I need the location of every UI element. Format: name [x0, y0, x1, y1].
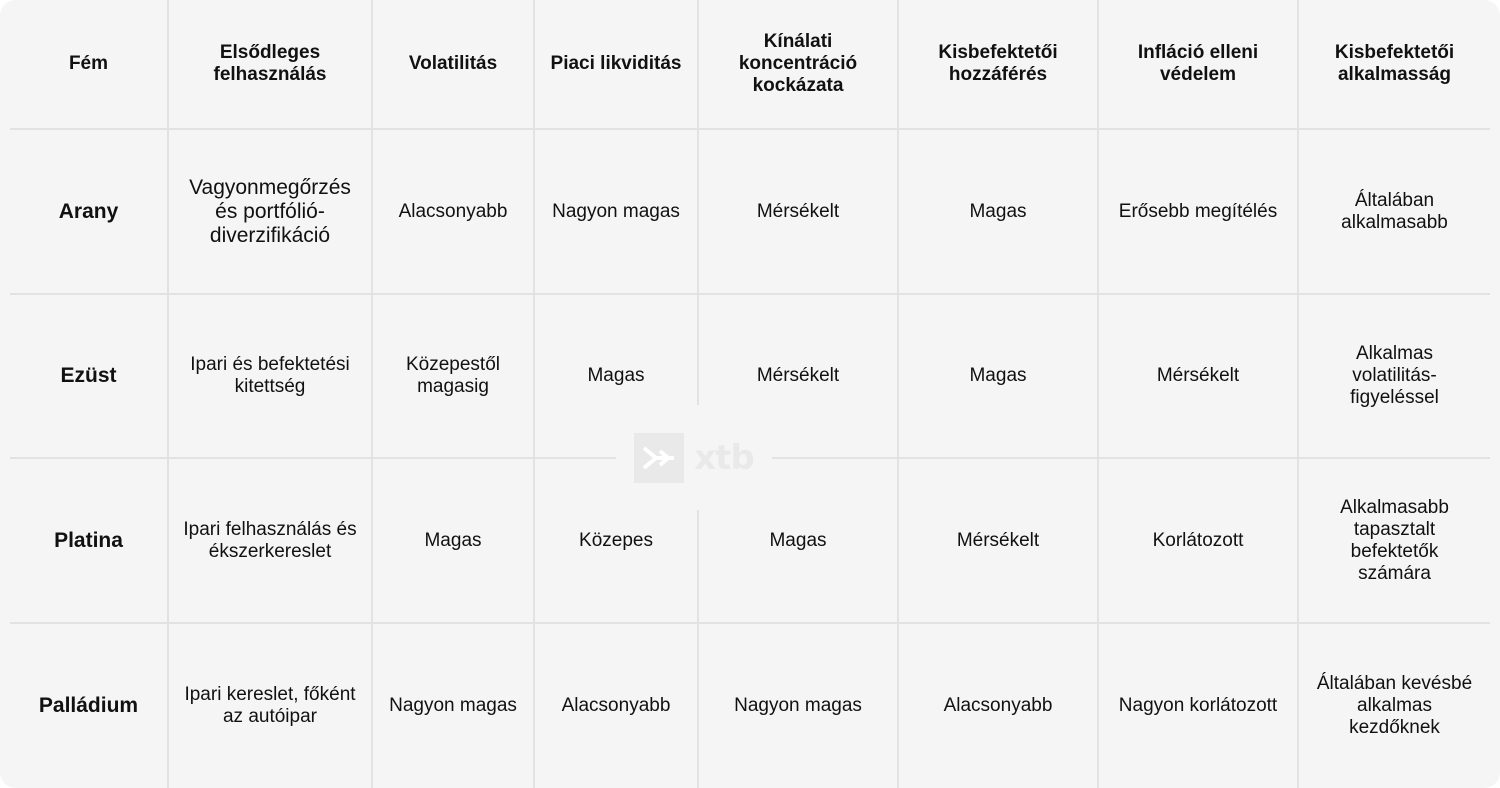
retail-suitability-cell: Alkalmas volatilitás-figyeléssel — [1298, 294, 1490, 458]
retail-access-cell: Magas — [898, 129, 1098, 294]
header-metal: Fém — [10, 0, 168, 129]
retail-access-cell: Mérsékelt — [898, 458, 1098, 623]
inflation-protection-cell: Nagyon korlátozott — [1098, 623, 1298, 788]
supply-risk-cell: Magas — [698, 458, 898, 623]
liquidity-cell: Közepes — [534, 458, 698, 623]
volatility-cell: Alacsonyabb — [372, 129, 534, 294]
header-inflation-protection: Infláció elleni védelem — [1098, 0, 1298, 129]
supply-risk-cell: Nagyon magas — [698, 623, 898, 788]
supply-risk-cell: Mérsékelt — [698, 294, 898, 458]
supply-risk-cell: Mérsékelt — [698, 129, 898, 294]
liquidity-cell: Nagyon magas — [534, 129, 698, 294]
primary-use-cell: Ipari és befektetési kitettség — [168, 294, 372, 458]
metal-name-cell: Palládium — [38, 694, 139, 717]
metal-name-cell: Platina — [10, 458, 168, 623]
xtb-logo-icon — [634, 433, 684, 483]
volatility-cell: Közepestől magasig — [372, 294, 534, 458]
inflation-protection-cell: Mérsékelt — [1098, 294, 1298, 458]
header-volatility: Volatilitás — [372, 0, 534, 129]
liquidity-cell: Magas — [534, 294, 698, 458]
xtb-watermark — [616, 405, 772, 510]
retail-suitability-cell: Általában alkalmasabb — [1298, 129, 1490, 294]
precious-metals-comparison-table — [10, 0, 1490, 788]
header-row — [10, 0, 1490, 129]
retail-suitability-cell: Általában kevésbé alkalmas kezdőknek — [1298, 623, 1490, 788]
volatility-cell: Nagyon magas — [372, 623, 534, 788]
table-row — [10, 129, 1490, 294]
inflation-protection-cell: Korlátozott — [1098, 458, 1298, 623]
metal-name-cell: Ezüst — [10, 294, 168, 458]
primary-use-cell: Vagyonmegőrzés és portfólió-diverzifikáció — [168, 129, 372, 294]
header-primary-use: Elsődleges felhasználás — [168, 0, 372, 129]
header-retail-access: Kisbefektetői hozzáférés — [898, 0, 1098, 129]
header-retail-suitability: Kisbefektetői alkalmasság — [1298, 0, 1490, 129]
liquidity-cell: Alacsonyabb — [534, 623, 698, 788]
primary-use-cell: Ipari felhasználás és ékszerkereslet — [168, 458, 372, 623]
primary-use-cell: Ipari kereslet, főként az autóipar — [168, 623, 372, 788]
inflation-protection-cell: Erősebb megítélés — [1098, 129, 1298, 294]
volatility-cell: Magas — [372, 458, 534, 623]
retail-access-cell: Magas — [898, 294, 1098, 458]
metal-name-cell: Arany — [10, 129, 168, 294]
header-supply-risk: Kínálati koncentráció kockázata — [698, 0, 898, 129]
retail-access-cell: Alacsonyabb — [898, 623, 1098, 788]
retail-suitability-cell: Alkalmasabb tapasztalt befektetők számára — [1298, 458, 1490, 623]
table-row — [10, 623, 1490, 788]
header-liquidity: Piaci likviditás — [534, 0, 698, 129]
xtb-logo-text: xtb — [694, 437, 754, 478]
